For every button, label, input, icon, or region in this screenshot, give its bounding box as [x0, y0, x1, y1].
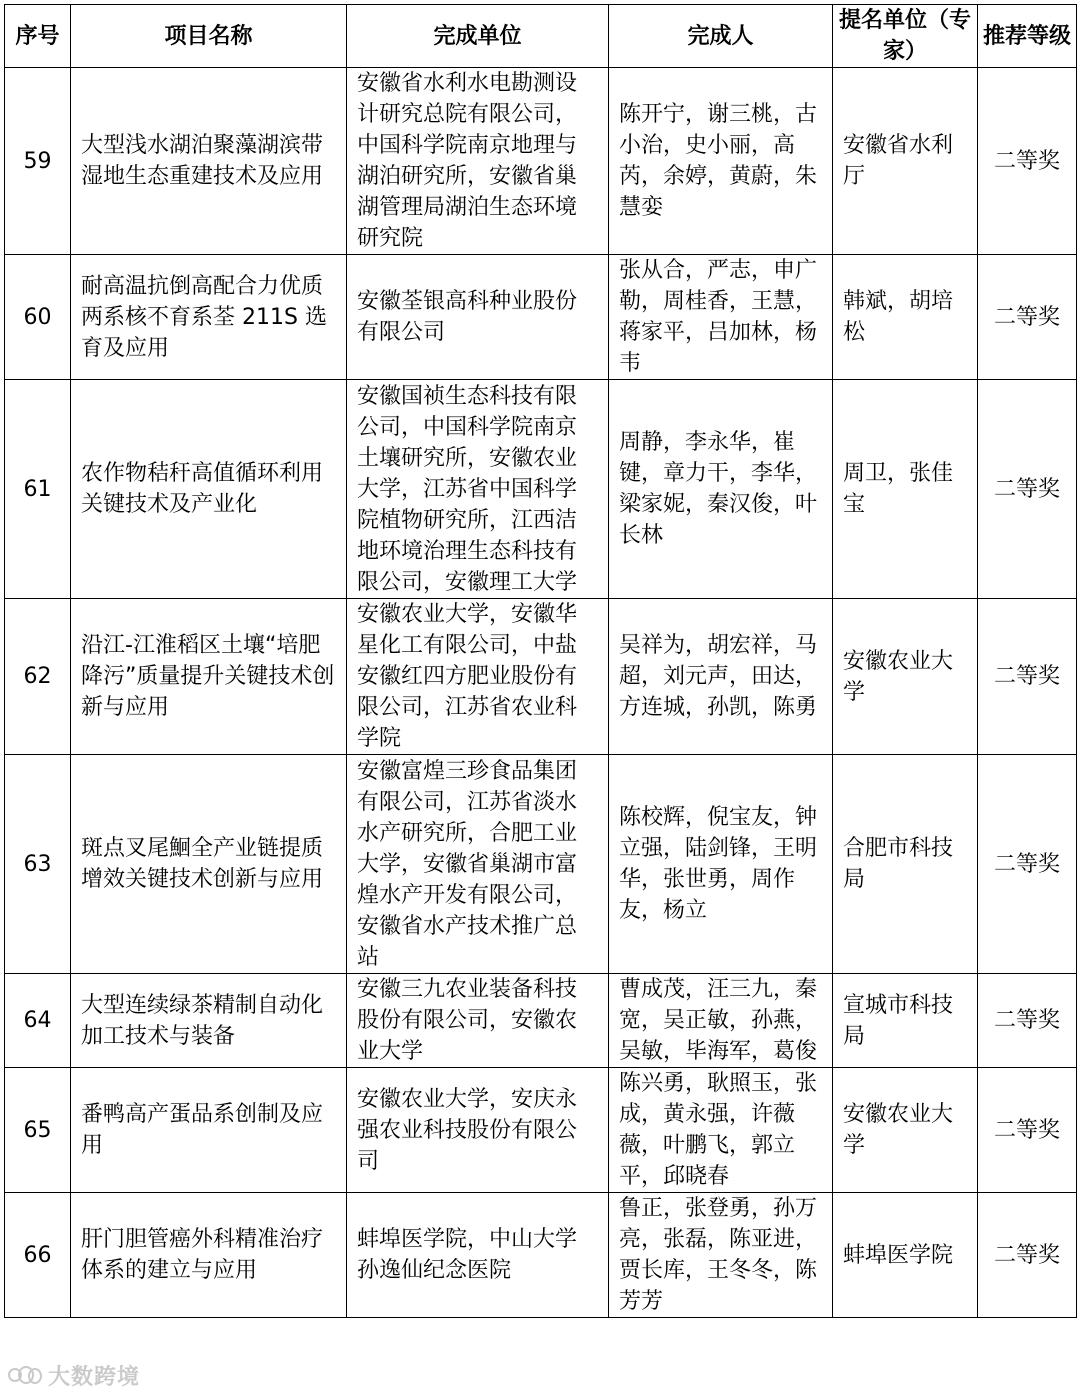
cell-completers: 曹成茂，汪三九，秦宽，吴正敏，孙燕，吴敏，毕海军，葛俊	[609, 974, 833, 1068]
table-row	[5, 599, 1077, 755]
cell-completing-unit: 安徽国祯生态科技有限公司，中国科学院南京土壤研究所，安徽农业大学，江苏省中国科学院植物研究所，江西洁地环境治理生态科技有限公司，安徽理工大学	[347, 380, 609, 599]
table-row	[5, 1068, 1077, 1193]
cell-nominator: 韩斌，胡培松	[833, 255, 978, 380]
cell-level: 二等奖	[978, 255, 1077, 380]
cell-completers: 陈兴勇，耿照玉，张成，黄永强，许薇薇，叶鹏飞，郭立平，邱晓春	[609, 1068, 833, 1193]
cell-no: 61	[5, 380, 71, 599]
cell-completers: 鲁正，张登勇，孙万亮，张磊，陈亚进，贾长库，王冬冬，陈芳芳	[609, 1193, 833, 1318]
cell-project-name: 斑点叉尾鮰全产业链提质增效关键技术创新与应用	[71, 755, 347, 974]
cell-no: 66	[5, 1193, 71, 1318]
table-row	[5, 255, 1077, 380]
watermark-text: 大数跨境	[48, 1364, 141, 1390]
cell-nominator: 合肥市科技局	[833, 755, 978, 974]
cell-completers: 吴祥为，胡宏祥，马超，刘元声，田达，方连城，孙凯，陈勇	[609, 599, 833, 755]
cell-completing-unit: 安徽省水利水电勘测设计研究总院有限公司，中国科学院南京地理与湖泊研究所，安徽省巢湖管理局湖泊生态环境研究院	[347, 68, 609, 255]
cell-project-name: 大型连续绿茶精制自动化加工技术与装备	[71, 974, 347, 1068]
cell-completers: 周静，李永华，崔键，章力干，李华，梁家妮，秦汉俊，叶长林	[609, 380, 833, 599]
cell-project-name: 大型浅水湖泊聚藻湖滨带湿地生态重建技术及应用	[71, 68, 347, 255]
cell-no: 60	[5, 255, 71, 380]
cell-completing-unit: 蚌埠医学院，中山大学孙逸仙纪念医院	[347, 1193, 609, 1318]
table-row	[5, 974, 1077, 1068]
cell-nominator: 蚌埠医学院	[833, 1193, 978, 1318]
watermark	[8, 1360, 140, 1390]
cell-level: 二等奖	[978, 599, 1077, 755]
cell-project-name: 肝门胆管癌外科精准治疗体系的建立与应用	[71, 1193, 347, 1318]
cell-nominator: 周卫，张佳宝	[833, 380, 978, 599]
cell-completing-unit: 安徽荃银高科种业股份有限公司	[347, 255, 609, 380]
table-row	[5, 1193, 1077, 1318]
header-row	[5, 5, 1077, 68]
header-nominator: 提名单位（专家）	[833, 5, 978, 68]
cell-no: 59	[5, 68, 71, 255]
header-level: 推荐等级	[978, 5, 1077, 68]
cell-level: 二等奖	[978, 1193, 1077, 1318]
table-row	[5, 380, 1077, 599]
watermark-logo-icon	[8, 1364, 42, 1386]
cell-level: 二等奖	[978, 380, 1077, 599]
awards-table	[4, 4, 1077, 1318]
header-completers: 完成人	[609, 5, 833, 68]
cell-nominator: 安徽农业大学	[833, 599, 978, 755]
cell-completing-unit: 安徽富煌三珍食品集团有限公司，江苏省淡水水产研究所，合肥工业大学，安徽省巢湖市富煌水产开发有限公司，安徽省水产技术推广总站	[347, 755, 609, 974]
cell-completers: 陈校辉，倪宝友，钟立强，陆剑锋，王明华，张世勇，周作友，杨立	[609, 755, 833, 974]
cell-no: 64	[5, 974, 71, 1068]
cell-project-name: 番鸭高产蛋品系创制及应用	[71, 1068, 347, 1193]
cell-no: 63	[5, 755, 71, 974]
cell-project-name: 沿江-江淮稻区土壤“培肥降污”质量提升关键技术创新与应用	[71, 599, 347, 755]
cell-project-name: 耐高温抗倒高配合力优质两系核不育系荃 211S 选育及应用	[71, 255, 347, 380]
cell-completers: 陈开宁，谢三桃，古小治，史小丽，高芮，余婷，黄蔚，朱慧娈	[609, 68, 833, 255]
cell-completers: 张从合，严志，申广勒，周桂香，王慧，蒋家平，吕加林，杨韦	[609, 255, 833, 380]
header-project-name: 项目名称	[71, 5, 347, 68]
cell-no: 62	[5, 599, 71, 755]
table-row	[5, 68, 1077, 255]
header-no: 序号	[5, 5, 71, 68]
cell-nominator: 安徽农业大学	[833, 1068, 978, 1193]
cell-nominator: 安徽省水利厅	[833, 68, 978, 255]
cell-nominator: 宣城市科技局	[833, 974, 978, 1068]
cell-level: 二等奖	[978, 755, 1077, 974]
cell-level: 二等奖	[978, 68, 1077, 255]
cell-project-name: 农作物秸秆高值循环利用关键技术及产业化	[71, 380, 347, 599]
cell-completing-unit: 安徽农业大学，安徽华星化工有限公司，中盐安徽红四方肥业股份有限公司，江苏省农业科学院	[347, 599, 609, 755]
cell-no: 65	[5, 1068, 71, 1193]
cell-completing-unit: 安徽三九农业装备科技股份有限公司，安徽农业大学	[347, 974, 609, 1068]
cell-completing-unit: 安徽农业大学，安庆永强农业科技股份有限公司	[347, 1068, 609, 1193]
table-row	[5, 755, 1077, 974]
header-completing-unit: 完成单位	[347, 5, 609, 68]
cell-level: 二等奖	[978, 974, 1077, 1068]
cell-level: 二等奖	[978, 1068, 1077, 1193]
